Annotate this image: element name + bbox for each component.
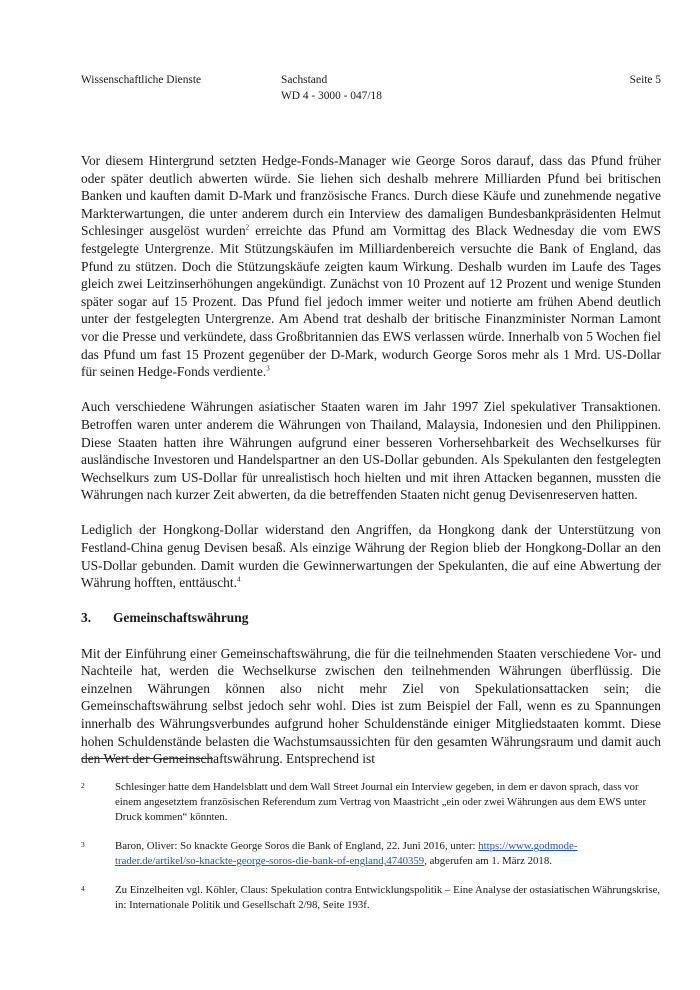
footnote-text: , abgerufen am 1. März 2018. xyxy=(424,855,552,867)
section-heading xyxy=(81,609,661,627)
header-institution: Wissenschaftliche Dienste xyxy=(81,74,202,86)
header-document-info xyxy=(281,72,382,104)
footnote-ref-3[interactable]: 3 xyxy=(266,364,270,373)
paragraph-text: Lediglich der Hongkong-Dollar widerstand den Angriffen, da Hongkong dank der Unterstützung von Festland-China genug Devisen besaß. Als einzige Währung der Region blieb der Hongkong-Dollar an den US-Dollar gebunden. Damit wurden die Gewinnerwartungen der Spekulanten, die auf eine Abwertung der Währung hofften, enttäuscht. xyxy=(81,522,661,591)
footnote-source-link[interactable]: https://www.godmode-trader.de/artikel/so-knackte-george-soros-die-bank-of-england,4740359 xyxy=(115,840,578,867)
section-title: Gemeinschaftswährung xyxy=(113,610,249,626)
paragraph-text: erreichte das Pfund am Vormittag des Black Wednesday die vom EWS festgelegte Untergrenze. Mit Stützungskäufen im Milliardenbereich versuchte die Bank of England, das Pfund zu stützen. Doch die Stützungskäufe zeigten kaum Wirkung. Deshalb wurden im Laufe des Tages gleich zwei Leitzinserhöhungen angekündigt. Zunächst von 10 Prozent auf 12 Prozent und wenige Stunden später sogar auf 15 Prozent. Das Pfund fiel jedoch immer weiter und notierte am frühen Abend deutlich unter der festgelegten Untergrenze. Am Abend trat deshalb der britische Finanzminister Norman Lamont vor die Presse und verkündete, dass Großbritannien das EWS verlassen würde. Innerhalb von 5 Wochen fiel das Pfund um fast 15 Prozent gegenüber der D-Mark, wodurch George Soros mehr als 1 Mrd. US-Dollar für seinen Hedge-Fonds verdiente. xyxy=(81,223,661,380)
footnote-text: Baron, Oliver: So knackte George Soros die Bank of England, 22. Juni 2016, unter: xyxy=(115,840,479,852)
paragraph-hongkong-dollar xyxy=(81,521,661,591)
header-doc-id: WD 4 - 3000 - 047/18 xyxy=(281,90,382,102)
page-header xyxy=(81,72,661,106)
footnote-3 xyxy=(81,839,661,869)
footnote-number: 3 xyxy=(81,840,85,849)
paragraph-asian-currencies: Auch verschiedene Währungen asiatischer Staaten waren im Jahr 1997 Ziel spekulativer Transaktionen. Betroffen waren unter anderem die Währungen von Thailand, Malaysia, Indonesien und den Philippinen. Diese Staaten hatten ihre Währungen aufgrund einer besseren Vorhersehbarkeit des Wechselkurses für ausländische Investoren und Handelspartner an den US-Dollar gebunden. Als Spekulanten den festgelegten Wechselkurs zum US-Dollar für unrealistisch hoch hielten und mit ihren Attacken begannen, mussten die Währungen nach kurzer Zeit abwerten, da die betreffenden Staaten nicht genug Devisenreserven hatten. xyxy=(81,399,661,503)
footnote-number: 2 xyxy=(81,781,85,790)
footnote-number: 4 xyxy=(81,884,85,893)
footnote-text: Zu Einzelheiten vgl. Köhler, Claus: Spekulation contra Entwicklungspolitik – Eine Analyse der ostasiatischen Währungskrise, in: Internationale Politik und Gesellschaft 2/98, Seite 193f. xyxy=(115,884,661,911)
footnote-ref-2[interactable]: 2 xyxy=(245,223,250,232)
footnote-text: Schlesinger hatte dem Handelsblatt und dem Wall Street Journal ein Interview gegeben, in dem er davon sprach, dass vor einem angesetztem französischen Referendum zum Vertrag von Maastricht „ein oder zwei Währungen aus dem EWS unter Druck kommen“ könnten. xyxy=(115,781,647,823)
header-doc-type: Sachstand xyxy=(281,74,328,86)
paragraph-text: Vor diesem Hintergrund setzten Hedge-Fonds-Manager wie George Soros darauf, dass das Pfund früher oder später deutlich abwerten würde. Sie liehen sich deshalb mehrere Milliarden Pfund bei britischen Banken und kauften damit D-Mark und französische Francs. Durch diese Käufe und zunehmende negative Markterwartungen, die unter anderem durch ein Interview des damaligen Bundesbankpräsidenten Helmut Schlesinger ausgelöst wurden xyxy=(81,153,661,239)
header-page-number: Seite 5 xyxy=(629,74,661,86)
section-number: 3. xyxy=(81,610,92,626)
paragraph-common-currency: Mit der Einführung einer Gemeinschaftswährung, die für die teilnehmenden Staaten verschiedene Vor- und Nachteile hat, werden die Wechselkurse zwischen den teilnehmenden Währungen überflüssig. Die einzelnen Währungen können also nicht mehr Ziel von Spekulationsattacken sein; die Gemeinschaftswährung selbst jedoch sehr wohl. Dies ist zum Beispiel der Fall, wenn es zu Spannungen innerhalb des Währungsverbundes aufgrund hoher Schuldenstände einiger Mitgliedstaaten kommt. Diese hohen Schuldenstände belasten die Wachstumsaussichten für den gesamten Währungsraum und damit auch den Wert der Gemeinschaftswährung. Entsprechend ist xyxy=(81,645,661,767)
footnote-separator xyxy=(81,758,213,759)
footnote-4 xyxy=(81,883,661,913)
footnote-ref-4[interactable]: 4 xyxy=(236,575,241,584)
main-content xyxy=(81,152,661,785)
footnotes xyxy=(81,780,661,927)
footnote-2 xyxy=(81,780,661,825)
paragraph-black-wednesday xyxy=(81,152,661,381)
